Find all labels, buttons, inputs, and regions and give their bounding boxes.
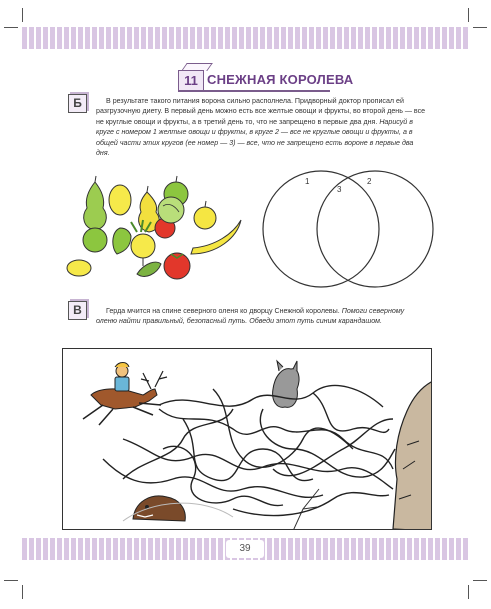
bear-icon [133, 496, 185, 521]
title-underline [178, 90, 330, 92]
section-v-text-italic: Помоги северному оленю найти правильный, безопасный путь. Обведи этот путь синим карандашом. [96, 307, 405, 326]
lemon-icon [109, 185, 131, 215]
crop-mark [473, 580, 487, 581]
fruit-vegetable-illustration [65, 170, 245, 290]
wolf-icon [273, 361, 299, 407]
crop-mark [473, 27, 487, 28]
crop-mark [4, 580, 18, 581]
green-apple-icon [83, 228, 107, 252]
section-b-text-italic: Нарисуй в круге с номером 1 желтые овощи и фрукты, в круге 2 — все не круглые овощи и фрукты, а в общей части этих кругов (ее номер — 3) — все, что не запрещено есть вороне в первые два дня. [96, 117, 414, 158]
maze-paths[interactable] [103, 386, 395, 516]
venn-label-3: 3 [337, 185, 342, 194]
branch-icon [293, 489, 319, 530]
yellow-apple-icon [194, 201, 216, 229]
crop-mark [22, 585, 23, 599]
crop-mark [4, 27, 18, 28]
lemon-icon [67, 260, 91, 276]
cucumber-icon [137, 262, 161, 276]
section-v-text [96, 306, 426, 327]
lesson-title: СНЕЖНАЯ КОРОЛЕВА [207, 72, 354, 87]
crop-mark [22, 8, 23, 22]
venn-circle-1[interactable] [263, 171, 379, 287]
tomato-icon [164, 253, 190, 279]
gerda-icon [115, 363, 129, 392]
pepper-icon [113, 228, 131, 254]
venn-label-1: 1 [305, 177, 310, 186]
cabbage-icon [158, 197, 184, 223]
venn-diagram[interactable] [253, 168, 453, 290]
section-v-text-normal: Герда мчится на спине северного оленя ко дворцу Снежной королевы. [106, 307, 340, 315]
section-b-text-normal: В результате такого питания ворона сильно располнела. Придворный доктор прописал ей разгрузочную диету. В первый день можно есть все желтые овощи и фрукты, во второй день — все не круглые овощи и фрукты, а в третий день то, что не запрещено в первые два дня. [96, 97, 426, 126]
section-b-text [96, 96, 426, 158]
crop-mark [468, 8, 469, 22]
lesson-number: 11 [178, 70, 204, 92]
crop-mark [468, 585, 469, 599]
page-number: 39 [226, 540, 264, 558]
section-b-letter: Б [68, 94, 87, 113]
maze-frame[interactable] [62, 348, 432, 530]
dead-tree-icon [393, 381, 432, 530]
venn-circle-2[interactable] [317, 171, 433, 287]
maze-illustration[interactable] [63, 349, 432, 530]
section-v-letter: В [68, 301, 87, 320]
venn-label-2: 2 [367, 177, 372, 186]
top-stripe-band [22, 27, 469, 49]
pear-icon [84, 176, 107, 230]
